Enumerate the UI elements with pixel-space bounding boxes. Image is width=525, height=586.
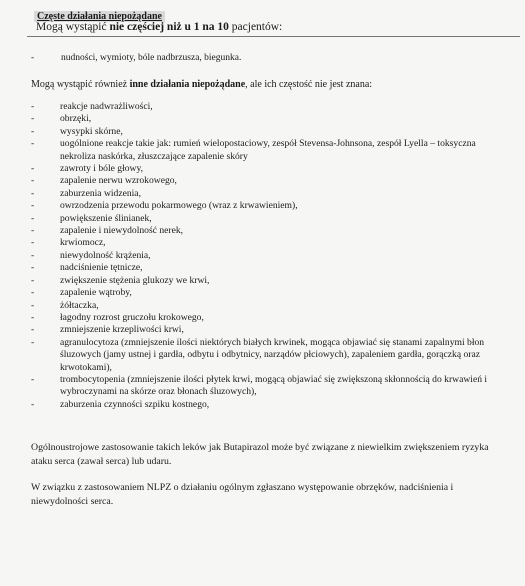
list-bullet: -: [31, 225, 35, 237]
list-item-text: agranulocytoza (zmniejszenie ilości niektórych białych krwinek, mogąca objawiać się stanami zapalnymi błon śluzowych (jamy ustnej i gardła, odbytu i odbytnicy, narządów płciowych), zapaleniem gardła, gorączką oraz krwotokami),: [60, 336, 485, 373]
list-bullet: -: [31, 311, 35, 323]
list-bullet: -: [31, 336, 35, 348]
list-item-text: zmniejszenie krzepliwości krwi,: [60, 324, 184, 336]
list-bullet: -: [31, 262, 35, 274]
list-item-text: trombocytopenia (zmniejszenie ilości płytek krwi, mogącą objawiać się zwiększoną skłonnością do krwawień i wybroczynami na skórze oraz błonach śluzowych),: [60, 373, 488, 398]
list-item-text: obrzęki,: [60, 113, 92, 125]
list-bullet: -: [31, 53, 35, 63]
list-item-text: krwiomocz,: [60, 237, 106, 249]
list-bullet: -: [31, 187, 35, 199]
list-bullet: -: [31, 237, 35, 249]
list-item: [31, 138, 511, 163]
list-bullet: -: [31, 212, 35, 224]
unknown-intro-prefix: Mogą wystąpić również: [31, 79, 130, 90]
list-bullet: -: [31, 175, 35, 187]
common-effects-item: [31, 52, 241, 64]
list-item-text: zwiększenie stężenia glukozy we krwi,: [60, 274, 210, 286]
list-item: [31, 175, 511, 187]
list-item-text: uogólnione reakcje takie jak: rumień wielopostaciowy, zespół Stevensa-Johnsona, zespół Lyella – toksyczna nekroliza naskórka, złuszczające zapalenie skóry: [60, 138, 476, 162]
list-item: [31, 250, 511, 262]
list-item-text: łagodny rozrost gruczołu krokowego,: [60, 311, 204, 323]
list-item-text: reakcje nadwrażliwości,: [60, 101, 153, 112]
list-bullet: -: [31, 113, 35, 125]
list-bullet: -: [31, 287, 35, 299]
nlpz-paragraph: W związku z zastosowaniem NLPZ o działaniu ogólnym zgłaszano występowanie obrzęków, nadciśnienia i niewydolności serca.: [31, 482, 454, 507]
list-bullet: -: [31, 324, 35, 336]
list-item: [31, 399, 511, 411]
side-effects-list: [31, 101, 511, 411]
list-item: [31, 374, 511, 399]
unknown-intro-bold: inne działania niepożądane: [129, 79, 246, 90]
list-item: [31, 337, 511, 374]
list-item-text: zaburzenia widzenia,: [60, 187, 141, 199]
list-item-text: żółtaczka,: [60, 299, 99, 311]
list-item: [31, 113, 511, 125]
list-bullet: -: [31, 163, 35, 175]
list-item-text: zapalenie nerwu wzrokowego,: [60, 175, 177, 187]
list-bullet: -: [31, 299, 35, 311]
list-item: [31, 312, 511, 324]
list-item-text: owrzodzenia przewodu pokarmowego (wraz z krwawieniem),: [60, 200, 298, 212]
list-item: [31, 126, 511, 138]
list-item-text: zawroty i bóle głowy,: [60, 163, 144, 175]
list-item: [31, 163, 511, 175]
list-bullet: -: [31, 398, 35, 410]
list-item: [31, 324, 511, 336]
list-item: [31, 188, 511, 200]
list-item-text: zapalenie i niewydolność nerek,: [60, 225, 184, 237]
list-item-text: nadciśnienie tętnicze,: [60, 262, 143, 274]
list-item-text: zaburzenia czynności szpiku kostnego,: [60, 398, 210, 410]
list-item: [31, 287, 511, 299]
common-effects-text: nudności, wymioty, bóle nadbrzusza, biegunka.: [61, 53, 242, 63]
frequency-bold: nie częściej niż u 1 na 10: [109, 21, 229, 33]
list-item: [31, 237, 511, 249]
list-item: [31, 200, 511, 212]
frequency-prefix: Mogą wystąpić: [36, 21, 110, 33]
list-item-text: niewydolność krążenia,: [60, 249, 151, 261]
list-item: [31, 300, 511, 312]
list-bullet: -: [31, 274, 35, 286]
unknown-intro-suffix: , ale ich częstość nie jest znana:: [245, 79, 373, 90]
list-item: [31, 101, 511, 113]
list-item: [31, 225, 511, 237]
list-item: [31, 275, 511, 287]
list-item-text: zapalenie wątroby,: [60, 287, 132, 299]
list-bullet: -: [31, 101, 35, 112]
frequency-suffix: pacjentów:: [228, 21, 283, 33]
list-item: [31, 262, 511, 274]
heart-risk-paragraph: Ogólnoustrojowe zastosowanie takich leków jak Butapirazol może być związane z niewielkim zwiększeniem ryzyka ataku serca (zawał serca) lub udaru.: [31, 442, 489, 467]
list-item-text: wysypki skórne,: [60, 125, 123, 137]
list-item-text: powiększenie ślinianek,: [60, 212, 152, 224]
frequency-statement: [36, 20, 282, 34]
list-bullet: -: [31, 138, 35, 150]
unknown-frequency-intro: [31, 78, 372, 91]
list-bullet: -: [31, 249, 35, 261]
section-divider: [27, 36, 520, 37]
list-item: [31, 213, 511, 225]
section-heading: Częste działania niepożądane: [34, 11, 165, 22]
list-bullet: -: [31, 373, 35, 385]
list-bullet: -: [31, 125, 35, 137]
list-bullet: -: [31, 200, 35, 212]
